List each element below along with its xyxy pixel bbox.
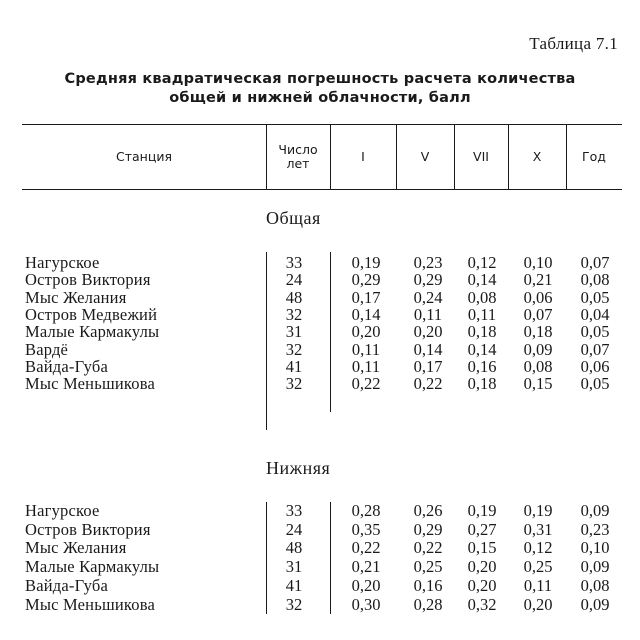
table-row xyxy=(0,341,640,358)
value-month-7: 0,18 xyxy=(467,374,497,394)
value-month-5: 0,16 xyxy=(413,575,443,595)
value-month-10: 0,20 xyxy=(523,594,553,614)
value-month-10: 0,12 xyxy=(523,538,553,558)
value-month-1: 0,30 xyxy=(351,594,381,614)
value-year: 0,04 xyxy=(580,304,610,324)
value-month-10: 0,21 xyxy=(523,270,553,290)
header-month-10: X xyxy=(532,148,542,164)
station-name: Остров Медвежий xyxy=(25,304,158,324)
years-count: 48 xyxy=(285,538,303,558)
station-name: Малые Кармакулы xyxy=(25,322,160,342)
value-month-10: 0,31 xyxy=(523,519,553,539)
years-count: 33 xyxy=(285,253,303,272)
value-month-1: 0,21 xyxy=(351,557,381,577)
value-month-10: 0,10 xyxy=(523,253,553,272)
column-divider xyxy=(266,252,267,430)
value-month-7: 0,19 xyxy=(467,501,497,520)
header-divider xyxy=(508,124,509,189)
header-month-7: VII xyxy=(473,148,489,164)
column-divider xyxy=(330,252,331,412)
column-divider xyxy=(330,502,331,614)
header-divider xyxy=(396,124,397,189)
value-month-5: 0,23 xyxy=(413,253,443,272)
value-month-10: 0,06 xyxy=(523,287,553,307)
table-row xyxy=(0,323,640,340)
value-month-1: 0,14 xyxy=(351,304,381,324)
value-year: 0,05 xyxy=(580,287,610,307)
value-month-7: 0,16 xyxy=(467,356,497,376)
value-year: 0,10 xyxy=(580,538,610,558)
value-month-7: 0,18 xyxy=(467,322,497,342)
section-title-low: Нижняя xyxy=(266,458,331,478)
header-month-1: I xyxy=(361,148,365,164)
value-month-5: 0,24 xyxy=(413,287,443,307)
years-count: 32 xyxy=(285,339,303,359)
value-month-1: 0,22 xyxy=(351,374,381,394)
value-month-10: 0,07 xyxy=(523,304,553,324)
years-count: 41 xyxy=(285,575,303,595)
station-name: Мыс Меньшикова xyxy=(25,374,155,394)
header-divider xyxy=(566,124,567,189)
value-month-5: 0,29 xyxy=(413,270,443,290)
station-name: Остров Виктория xyxy=(25,270,151,290)
table-title-line-2: общей и нижней облачности, балл xyxy=(169,90,471,106)
value-month-10: 0,25 xyxy=(523,557,553,577)
section-title-total: Общая xyxy=(266,208,321,228)
header-year: Год xyxy=(582,148,606,164)
value-month-10: 0,11 xyxy=(523,575,553,595)
value-month-10: 0,18 xyxy=(523,322,553,342)
table-row xyxy=(0,358,640,375)
value-month-5: 0,26 xyxy=(413,501,443,520)
value-month-7: 0,11 xyxy=(467,304,497,324)
table-title-line-1: Средняя квадратическая погрешность расчета количества xyxy=(64,71,576,87)
value-month-10: 0,08 xyxy=(523,356,553,376)
table-row xyxy=(0,254,640,271)
station-name: Остров Виктория xyxy=(25,519,151,539)
value-month-5: 0,14 xyxy=(413,339,443,359)
station-name: Мыс Желания xyxy=(25,287,127,307)
value-year: 0,09 xyxy=(580,557,610,577)
value-month-10: 0,15 xyxy=(523,374,553,394)
value-month-7: 0,32 xyxy=(467,594,497,614)
value-year: 0,05 xyxy=(580,374,610,394)
years-count: 24 xyxy=(285,270,303,290)
table-row xyxy=(0,577,640,594)
header-rule xyxy=(22,189,622,190)
table-row xyxy=(0,596,640,613)
station-name: Нагурское xyxy=(25,253,100,272)
value-month-5: 0,22 xyxy=(413,374,443,394)
station-name: Вайда-Губа xyxy=(25,356,109,376)
years-count: 32 xyxy=(285,594,303,614)
value-month-1: 0,19 xyxy=(351,253,381,272)
table-row xyxy=(0,306,640,323)
value-month-1: 0,22 xyxy=(351,538,381,558)
years-count: 24 xyxy=(285,519,303,539)
value-month-7: 0,27 xyxy=(467,519,497,539)
value-month-1: 0,11 xyxy=(351,339,381,359)
value-month-1: 0,20 xyxy=(351,322,381,342)
value-month-7: 0,14 xyxy=(467,339,497,359)
value-year: 0,08 xyxy=(580,575,610,595)
station-name: Нагурское xyxy=(25,501,100,520)
value-month-1: 0,11 xyxy=(351,356,381,376)
header-station: Станция xyxy=(116,148,172,164)
value-month-7: 0,20 xyxy=(467,557,497,577)
value-year: 0,09 xyxy=(580,594,610,614)
station-name: Малые Кармакулы xyxy=(25,557,160,577)
value-month-1: 0,35 xyxy=(351,519,381,539)
value-month-7: 0,12 xyxy=(467,253,497,272)
years-count: 31 xyxy=(285,557,303,577)
station-name: Вардё xyxy=(25,339,69,359)
years-count: 31 xyxy=(285,322,303,342)
years-count: 32 xyxy=(285,304,303,324)
header-divider xyxy=(266,124,267,189)
value-year: 0,09 xyxy=(580,501,610,520)
value-month-1: 0,17 xyxy=(351,287,381,307)
value-month-5: 0,17 xyxy=(413,356,443,376)
header-years: Число лет xyxy=(278,141,318,171)
table-number: Таблица 7.1 xyxy=(529,34,618,53)
table-title xyxy=(0,70,640,108)
value-month-10: 0,09 xyxy=(523,339,553,359)
value-month-7: 0,14 xyxy=(467,270,497,290)
value-month-7: 0,15 xyxy=(467,538,497,558)
value-year: 0,23 xyxy=(580,519,610,539)
table-row xyxy=(0,558,640,575)
value-month-1: 0,28 xyxy=(351,501,381,520)
station-name: Мыс Меньшикова xyxy=(25,594,155,614)
value-month-1: 0,20 xyxy=(351,575,381,595)
value-month-5: 0,11 xyxy=(413,304,443,324)
table-row xyxy=(0,375,640,392)
station-name: Вайда-Губа xyxy=(25,575,109,595)
years-count: 41 xyxy=(285,356,303,376)
value-month-7: 0,20 xyxy=(467,575,497,595)
years-count: 32 xyxy=(285,374,303,394)
table-row xyxy=(0,539,640,556)
table-row xyxy=(0,521,640,538)
table-row xyxy=(0,289,640,306)
value-year: 0,08 xyxy=(580,270,610,290)
value-year: 0,07 xyxy=(580,339,610,359)
header-month-5: V xyxy=(420,148,430,164)
header-divider xyxy=(330,124,331,189)
value-month-5: 0,28 xyxy=(413,594,443,614)
value-month-5: 0,29 xyxy=(413,519,443,539)
table-row xyxy=(0,271,640,288)
table-row xyxy=(0,502,640,519)
header-divider xyxy=(454,124,455,189)
value-month-5: 0,25 xyxy=(413,557,443,577)
years-count: 33 xyxy=(285,501,303,520)
value-year: 0,06 xyxy=(580,356,610,376)
value-month-5: 0,20 xyxy=(413,322,443,342)
value-month-7: 0,08 xyxy=(467,287,497,307)
value-month-1: 0,29 xyxy=(351,270,381,290)
value-year: 0,05 xyxy=(580,322,610,342)
station-name: Мыс Желания xyxy=(25,538,127,558)
value-year: 0,07 xyxy=(580,253,610,272)
years-count: 48 xyxy=(285,287,303,307)
value-month-5: 0,22 xyxy=(413,538,443,558)
column-divider xyxy=(266,502,267,614)
value-month-10: 0,19 xyxy=(523,501,553,520)
